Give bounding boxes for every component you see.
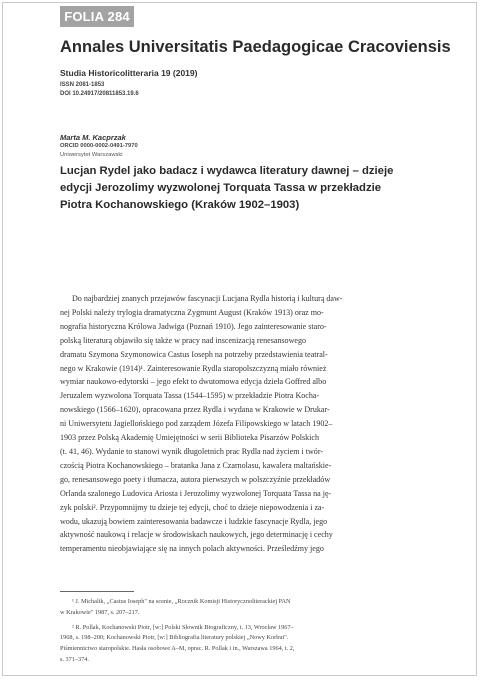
body-line: aktywność naukową i relacje w środowiskach naukowych, jego determinację i cechy (60, 530, 333, 540)
body-line: go, renesansowego poety i tłumacza, autora pierwszych w polszczyźnie przekładów (60, 474, 331, 484)
body-line: nografia historyczna Królowa Jadwiga (Poznań 1910). Jego zainteresowanie staro- (60, 321, 327, 331)
body-line: czością Piotra Kochanowskiego – bratanka Jana z Czarnolasu, kawalera maltańskie- (60, 460, 332, 470)
footnote-line: w Krakowie" 1987, s. 207–217. (60, 608, 140, 616)
body-line: Orlanda szalonego Ludovica Ariosta i Jerozolimy wyzwolonej Torquata Tassa na ję- (60, 488, 332, 498)
body-line: temperamentu nieobjawiające się na innych polach aktywności. Prześledźmy jego (60, 544, 324, 554)
doi[interactable]: DOI 10.24917/20811853.19.6 (60, 91, 139, 97)
issn: ISSN 2081-1853 (60, 82, 105, 88)
author-orcid[interactable]: ORCID 0000-0002-0491-7970 (60, 143, 138, 149)
footnote-line: ¹ J. Michalik, „Castus Ioseph" na scenie, „Rocznik Komisji Historycznoliterackiej PAN (72, 598, 291, 605)
title-line: Lucjan Rydel jako badacz i wydawca literatury dawnej – dzieje (60, 165, 394, 177)
body-line: nowskiego (1566–1620), opracowana przez Rydla i wydana w Krakowie w Drukar- (60, 405, 330, 415)
body-line: wodu, ukazują bowiem zainteresowania badawcze i ludzkie fascynacje Rydla, jego (60, 516, 328, 526)
body-line: wymiar naukowo-edytorski – jego efekt to dwutomowa edycja dzieła Goffred albo (60, 377, 327, 387)
title-line: edycji Jerozolimy wyzwolonej Torquata Tassa w przekładzie (60, 182, 382, 194)
body-line: Do najbardziej znanych przejawów fascynacji Lucjana Rydla historią i kulturą daw- (72, 294, 343, 303)
body-line: 1903 przez Polską Akademię Umiejętności w serii Biblioteka Pisarzów Polskich (60, 433, 320, 443)
body-line: polską literaturą objawiło się także w pracy nad inscenizacją renesansowego (60, 335, 306, 345)
journal-title: Annales Universitatis Paedagogicae Cracoviensis (60, 38, 451, 56)
body-line: nej Polski należy trylogia dramatyczna Zygmunt August (Kraków 1913) oraz mo- (60, 307, 324, 317)
body-line: Jeruzalem wyzwolona Torquata Tassa (1544–1595) w przekładzie Piotra Kocha- (60, 391, 320, 401)
author-affiliation: Uniwersytet Warszawski (60, 152, 123, 158)
author-name: Marta M. Kacprzak (60, 133, 126, 142)
footnote-line: ² R. Pollak, Kochanowski Piotr, [w:] Polski Słownik Biograficzny, t. 13, Wrocław 1967– (72, 623, 294, 631)
title-line: Piotra Kochanowskiego (Kraków 1902–1903) (60, 199, 300, 211)
footnote-line: Piśmiennictwo staropolskie. Hasła osobowe A–M, oprac. R. Pollak i in., Warszawa 1964, t. 2, (60, 645, 295, 653)
footnote-rule (60, 591, 134, 592)
body-line: nego w Krakowie (1914)¹. Zainteresowanie Rydla staropolszczyzną miało również (60, 363, 327, 373)
body-line: zyk polski². Przypomnijmy tu dzieje tej edycji, choć to dzieje niepowodzenia i za- (60, 502, 325, 512)
series-info: Studia Historicolitteraria 19 (2019) (60, 68, 198, 78)
body-text (60, 292, 430, 556)
footnotes (60, 597, 430, 666)
body-line: ni Uniwersytetu Jagiellońskiego pod zarządem Józefa Filipowskiego w latach 1902– (60, 419, 333, 429)
body-line: dramatu Szymona Szymonowica Castus Ioseph na potrzeby przedstawienia teatral- (60, 349, 328, 359)
folio-badge: FOLIA 284 (60, 6, 134, 27)
footnote-line: s. 371–374. (60, 655, 89, 663)
footnote-line: 1968, s. 198–200; Kochanowski Piotr, [w:] Bibliografia literatury polskiej „Nowy Korbut". (60, 634, 289, 642)
article-title (60, 163, 440, 214)
body-line: (t. 41, 46). Wydanie to stanowi wynik długoletnich prac Rydla nad życiem i twór- (60, 446, 324, 456)
